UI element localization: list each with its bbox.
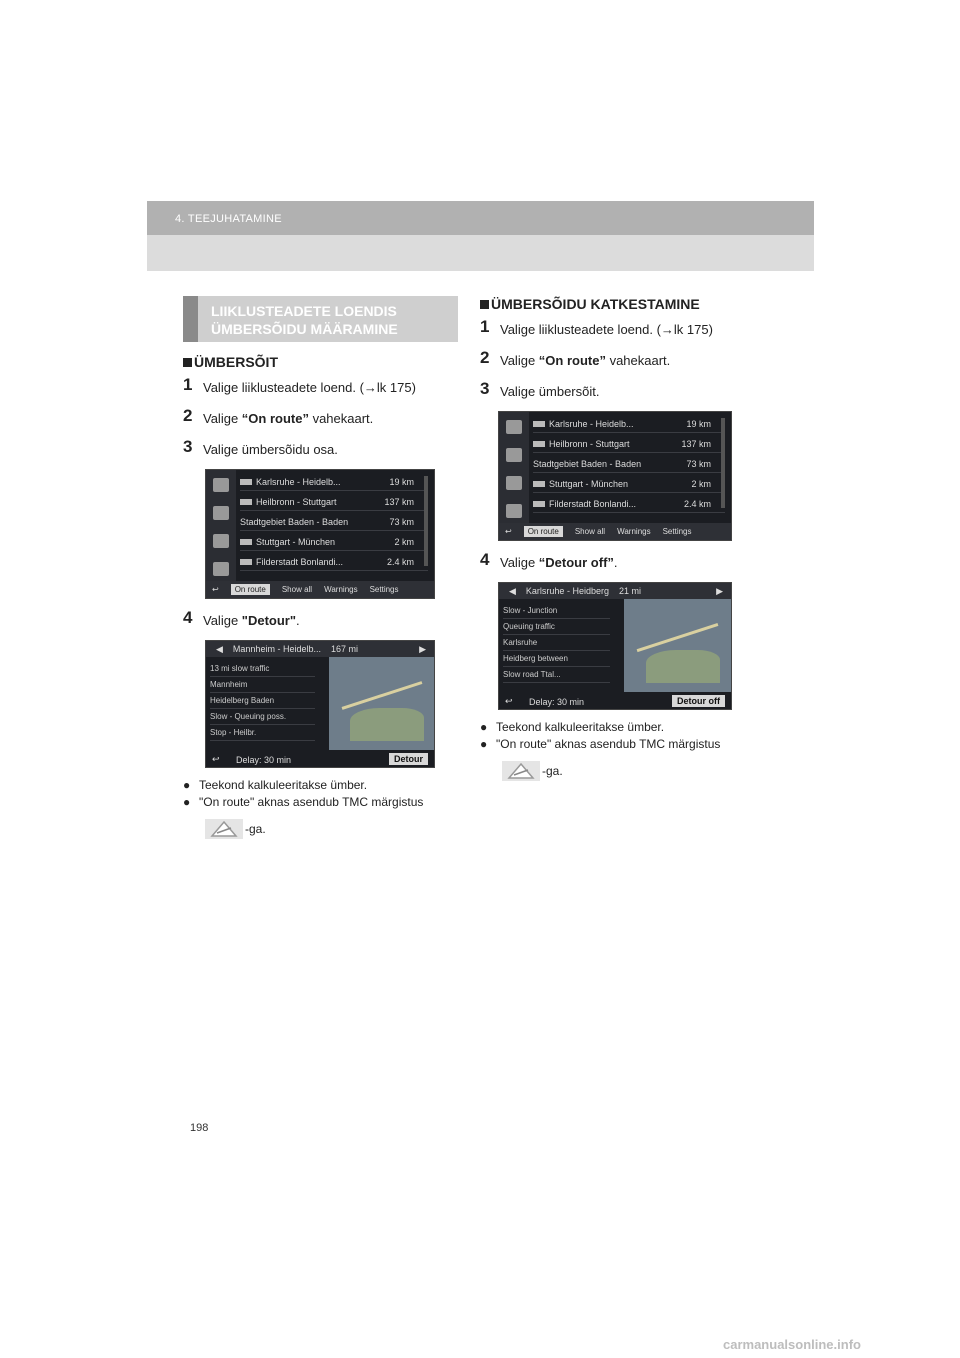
detail-header: ◀ Mannheim - Heidelb... 167 mi ▶ [206, 641, 434, 657]
list-item: Karlsruhe - Heidelb... 19 km [533, 416, 725, 433]
tab-bar: ↩ On route Show all Warnings Settings [206, 581, 434, 598]
screen-detour-off [498, 582, 732, 710]
list-item: Filderstadt Bonlandi... 2.4 km [240, 554, 428, 571]
tmc-note: -ga. [502, 761, 780, 781]
list-item: Stadtgebiet Baden - Baden 73 km [240, 514, 428, 531]
chapter-title: 4. TEEJUHATAMINE [175, 213, 282, 225]
note: ● "On route" aknas asendub TMC märgistus [480, 737, 721, 751]
detail-header: ◀ Karlsruhe - Heidberg 21 mi ▶ [499, 583, 731, 599]
back-icon: ↩ [505, 696, 513, 706]
detail-list: Slow - Junction Queuing traffic Karlsruhe Heidberg between Slow road Ttal... [503, 603, 610, 683]
delay-label: Delay: 30 min [236, 755, 292, 765]
step: 4 Valige “Detour off”. [480, 550, 618, 570]
back-icon: ↩ [212, 754, 220, 764]
step: 3 Valige ümbersõidu osa. [183, 437, 338, 457]
list-item: Stadtgebiet Baden - Baden 73 km [533, 456, 725, 473]
left-column [183, 296, 458, 839]
list-item: Filderstadt Bonlandi... 2.4 km [533, 496, 725, 513]
list-item: Heilbronn - Stuttgart 137 km [533, 436, 725, 453]
step: 1 Valige liiklusteadete loend. (→lk 175) [480, 317, 713, 337]
note: ● Teekond kalkuleeritakse ümber. [480, 720, 665, 734]
tmc-warning-icon [205, 819, 243, 839]
section-accent [183, 296, 198, 342]
list-item: Karlsruhe - Heidelb... 19 km [240, 474, 428, 491]
screen-sidebar [499, 412, 529, 540]
section-title-box [183, 296, 458, 342]
list-item: Stuttgart - München 2 km [240, 534, 428, 551]
screen-traffic-list [205, 469, 435, 599]
list-item: Heilbronn - Stuttgart 137 km [240, 494, 428, 511]
square-bullet-icon [480, 300, 489, 309]
detail-list: 13 mi slow traffic Mannheim Heidelberg Baden Slow - Queuing poss. Stop - Heilbr. [210, 661, 315, 741]
right-column [480, 296, 780, 781]
header-top [147, 201, 814, 235]
detour-button: Detour [389, 753, 428, 765]
map [624, 599, 731, 692]
sub-heading: ÜMBERSÕIDU KATKESTAMINE [480, 296, 780, 312]
list-item: Stuttgart - München 2 km [533, 476, 725, 493]
screen-traffic-list [498, 411, 732, 541]
scrollbar [721, 418, 725, 508]
detour-off-button: Detour off [672, 695, 725, 707]
step: 2 Valige “On route” vahekaart. [183, 406, 374, 426]
screen-sidebar [206, 470, 236, 598]
step: 1 Valige liiklusteadete loend. (→lk 175) [183, 375, 416, 395]
step: 4 Valige "Detour". [183, 608, 300, 628]
note: ● "On route" aknas asendub TMC märgistus [183, 795, 424, 809]
step: 2 Valige “On route” vahekaart. [480, 348, 671, 368]
page-number: 198 [190, 1122, 209, 1134]
header-bar [147, 201, 814, 271]
sub-heading: ÜMBERSÕIT [183, 354, 458, 370]
tmc-warning-icon [502, 761, 540, 781]
watermark: carmanualsonline.info [723, 1337, 861, 1352]
step: 3 Valige ümbersõit. [480, 379, 600, 399]
screen-detour [205, 640, 435, 768]
note: ● Teekond kalkuleeritakse ümber. [183, 778, 368, 792]
tab-bar: ↩ On route Show all Warnings Settings [499, 523, 731, 540]
tmc-note: -ga. [205, 819, 458, 839]
section-title: LIIKLUSTEADETE LOENDIS ÜMBERSÕIDU MÄÄRAMINE [211, 303, 398, 337]
scrollbar [424, 476, 428, 566]
map [329, 657, 434, 750]
delay-label: Delay: 30 min [529, 697, 585, 707]
square-bullet-icon [183, 358, 192, 367]
